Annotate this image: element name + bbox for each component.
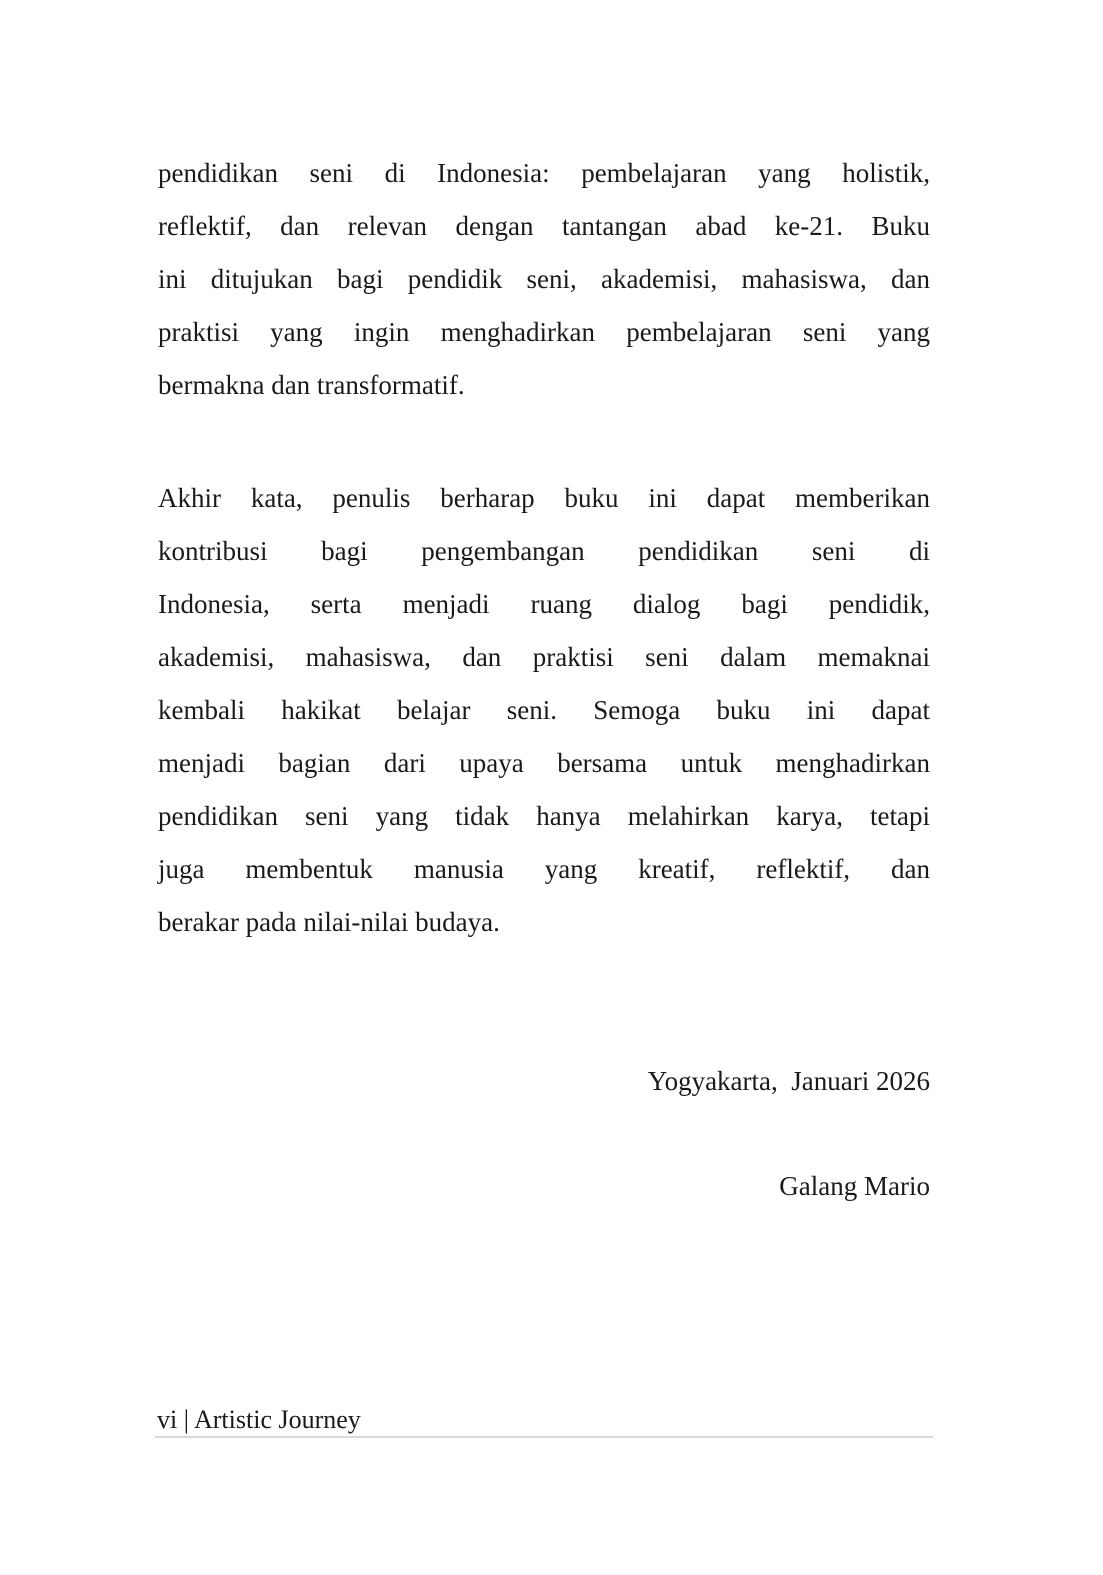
body-line: juga membentuk manusia yang kreatif, reflektif, dan [158,854,930,884]
signature-author: Galang Mario [779,1171,930,1201]
body-line: bermakna dan transformatif. [158,370,465,400]
text-block [158,147,930,1213]
footer-page-label: vi | Artistic Journey [157,1405,361,1434]
body-line: praktisi yang ingin menghadirkan pembelajaran seni yang [158,317,930,347]
paragraph-1 [158,147,930,412]
signature-place-date: Yogyakarta, Januari 2026 [647,1066,930,1096]
body-line: kontribusi bagi pengembangan pendidikan seni di [158,536,930,566]
body-line: menjadi bagian dari upaya bersama untuk menghadirkan [158,748,930,778]
body-line: reflektif, dan relevan dengan tantangan abad ke-21. Buku [158,211,930,241]
footer [155,1403,933,1438]
body-line: pendidikan seni di Indonesia: pembelajaran yang holistik, [158,158,930,188]
body-line: Indonesia, serta menjadi ruang dialog bagi pendidik, [158,589,930,619]
paragraph-2 [158,472,930,949]
body-line: Akhir kata, penulis berharap buku ini dapat memberikan [158,483,930,513]
body-line: kembali hakikat belajar seni. Semoga buku ini dapat [158,695,930,725]
body-line: ini ditujukan bagi pendidik seni, akademisi, mahasiswa, dan [158,264,930,294]
body-line: berakar pada nilai-nilai budaya. [158,907,500,937]
body-line: pendidikan seni yang tidak hanya melahirkan karya, tetapi [158,801,930,831]
body-line: akademisi, mahasiswa, dan praktisi seni dalam memaknai [158,642,930,672]
